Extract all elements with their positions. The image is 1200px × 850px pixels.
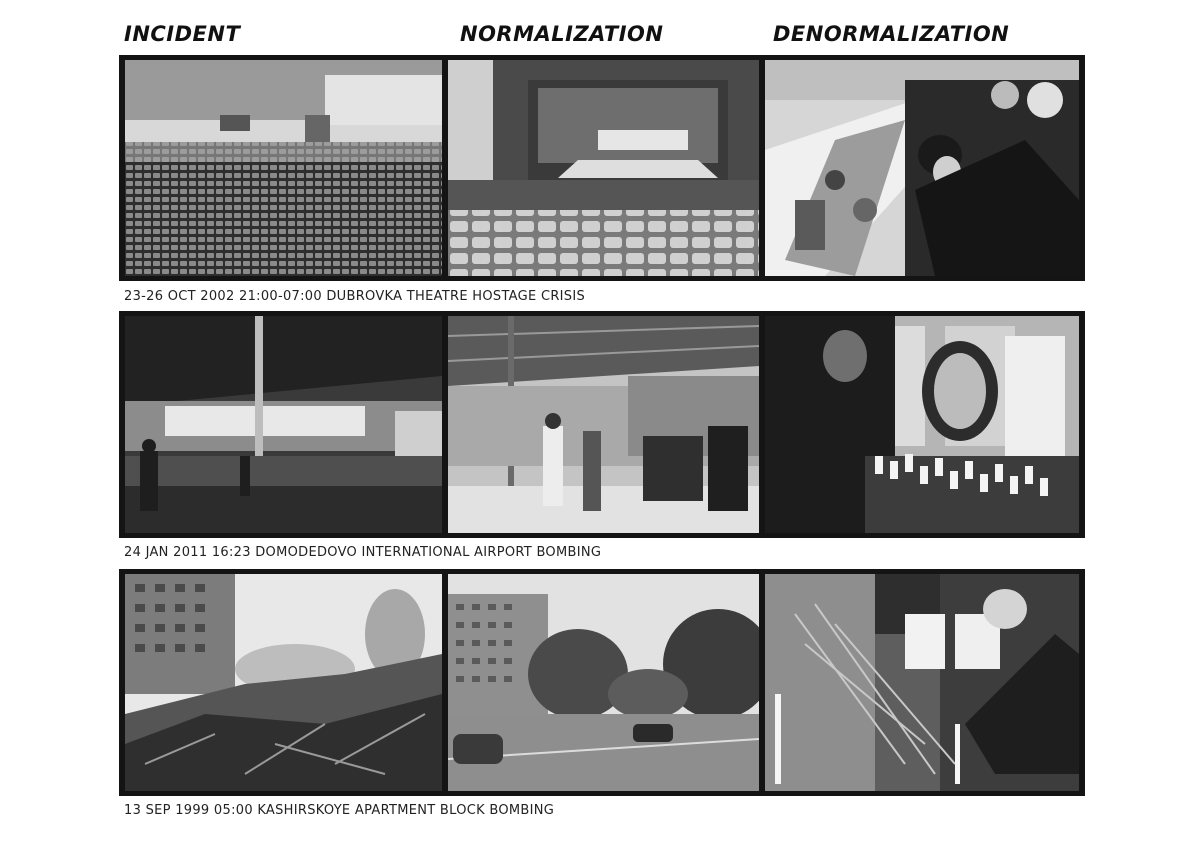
restored-theatre-stage-photo (448, 60, 759, 276)
flower-memorial-mourners-photo (765, 60, 1079, 276)
auditorium-after-siege-photo (125, 60, 442, 276)
column-heading-incident: INCIDENT (124, 22, 241, 46)
photo-strip-domodedovo (119, 311, 1085, 538)
caption-domodedovo: 24 JAN 2011 16:23 DOMODEDOVO INTERNATIONAL AIRPORT BOMBING (124, 545, 602, 560)
photo-strip-dubrovka (119, 55, 1085, 281)
candle-wreath-memorial-photo (765, 316, 1079, 533)
rebuilt-street-view-photo (448, 574, 759, 791)
caption-kashirskoye: 13 SEP 1999 05:00 KASHIRSKOYE APARTMENT BLOCK BOMBING (124, 803, 555, 818)
busy-arrivals-hall-photo (448, 316, 759, 533)
caption-dubrovka: 23-26 OCT 2002 21:00-07:00 DUBROVKA THEATRE HOSTAGE CRISIS (124, 289, 586, 304)
candles-flowers-vigil-photo (765, 574, 1079, 791)
damaged-arrivals-hall-photo (125, 316, 442, 533)
column-heading-denormalization: DENORMALIZATION (773, 22, 1010, 46)
column-heading-normalization: NORMALIZATION (460, 22, 664, 46)
photo-strip-kashirskoye (119, 569, 1085, 796)
collapsed-apartment-rubble-photo (125, 574, 442, 791)
